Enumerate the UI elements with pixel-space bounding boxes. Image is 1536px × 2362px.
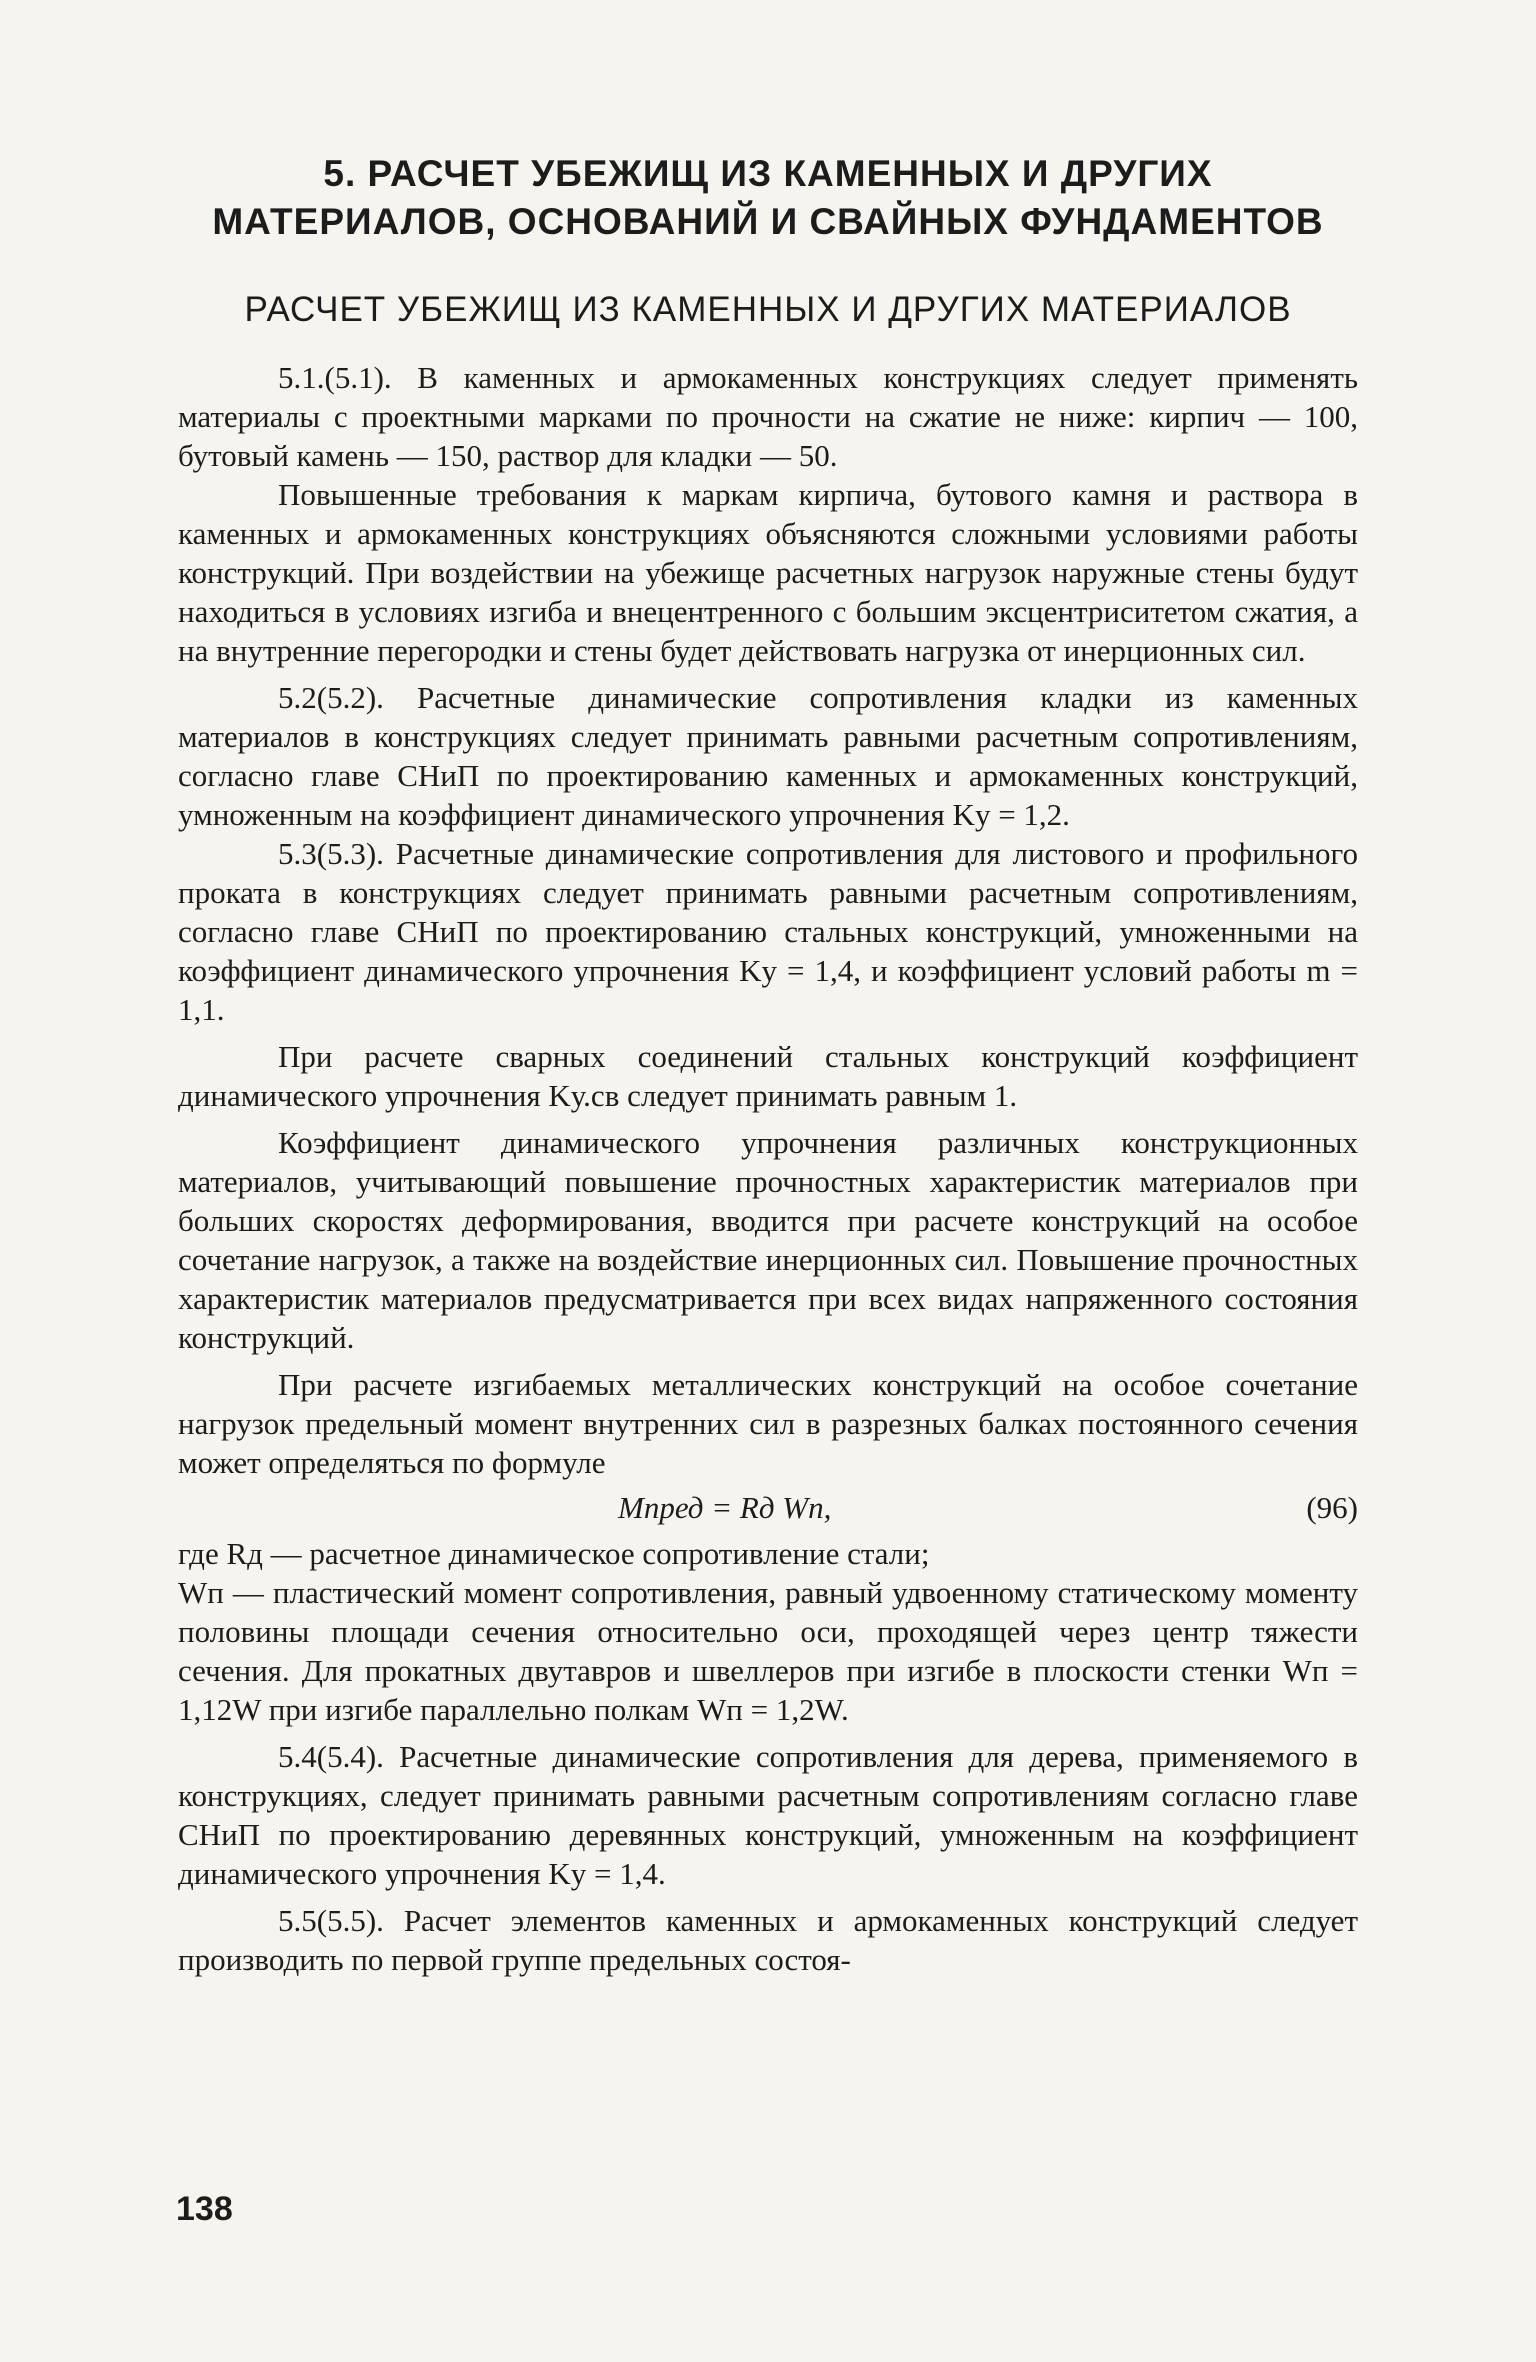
paragraph-explanation-1: Повышенные требования к маркам кирпича, бутового камня и раствора в каменных и армокаменных конструкциях объясняются сложными условиями работы конструкций. При воздействии на убежище расчетных нагрузок наружные стены будут находиться в условиях изгиба и внецентренного с большим эксцентриситетом сжатия, а на внутренние перегородки и стены будет действовать нагрузка от инерционных сил.	[178, 477, 1358, 668]
paragraph-5-3	[178, 834, 1358, 1029]
definition-wp: Wп — пластический момент сопротивления, равный удвоенному статическому моменту половины площади сечения относительно оси, проходящей через центр тяжести сечения. Для прокатных двутавров и швеллеров при изгибе в плоскости стенки Wп = 1,12W при изгибе параллельно полкам Wп = 1,2W.	[178, 1575, 1358, 1727]
paragraph-5-1-text: 5.1.(5.1). В каменных и армокаменных конструкциях следует применять материалы с проектными марками по прочности на сжатие не ниже: кирпич — 100, бутовый камень — 150, раствор для кладки — 50.	[178, 360, 1358, 473]
paragraph-5-1	[178, 358, 1358, 475]
paragraph-5-3-text: 5.3(5.3). Расчетные динамические сопротивления для листового и профильного проката в конструкциях следует принимать равными расчетным сопротивлениям, согласно главе СНиП по проектированию стальных конструкций, умноженными на коэффициент динамического упрочнения Kу = 1,4, и коэффициент условий работы m = 1,1.	[178, 836, 1358, 1027]
paragraph-bending: При расчете изгибаемых металлических конструкций на особое сочетание нагрузок предельный момент внутренних сил в разрезных балках постоянного сечения может определяться по формуле	[178, 1367, 1358, 1480]
paragraph-5-4-text: 5.4(5.4). Расчетные динамические сопротивления для дерева, применяемого в конструкциях, следует принимать равными расчетным сопротивлениям согласно главе СНиП по проектированию деревянных конструкций, умноженным на коэффициент динамического упрочнения Kу = 1,4.	[178, 1739, 1358, 1891]
formula-number: (96)	[1306, 1490, 1358, 1525]
formula-96: Mпред = Rд Wп,	[618, 1490, 832, 1525]
paragraph-5-2	[178, 678, 1358, 834]
page-content	[178, 150, 1358, 1979]
paragraph-welded	[178, 1037, 1358, 1115]
chapter-title: 5. РАСЧЕТ УБЕЖИЩ ИЗ КАМЕННЫХ И ДРУГИХ МАТЕРИАЛОВ, ОСНОВАНИЙ И СВАЙНЫХ ФУНДАМЕНТОВ	[212, 153, 1324, 242]
formula-row	[178, 1482, 1358, 1534]
definition-rd: где Rд — расчетное динамическое сопротивление стали;	[178, 1536, 930, 1571]
paragraph-5-4	[178, 1737, 1358, 1893]
paragraph-explanation-2: Коэффициент динамического упрочнения различных конструкционных материалов, учитывающий повышение прочностных характеристик материалов при больших скоростях деформирования, вводится при расчете конструкций на особое сочетание нагрузок, а также на воздействие инерционных сил. Повышение прочностных характеристик материалов предусматривается при всех видах напряженного состояния конструкций.	[178, 1125, 1358, 1355]
page-number: 138	[176, 2190, 233, 2228]
paragraph-welded-text: При расчете сварных соединений стальных конструкций коэффициент динамического упрочнения Kу.св следует принимать равным 1.	[178, 1039, 1358, 1113]
paragraph-5-5-text: 5.5(5.5). Расчет элементов каменных и армокаменных конструкций следует производить по первой группе предельных состоя-	[178, 1903, 1358, 1977]
paragraph-5-2-text: 5.2(5.2). Расчетные динамические сопротивления кладки из каменных материалов в конструкциях следует принимать равными расчетным сопротивлениям, согласно главе СНиП по проектированию каменных и армокаменных конструкций, умноженным на коэффициент динамического упрочнения Kу = 1,2.	[178, 680, 1358, 832]
paragraph-5-5	[178, 1901, 1358, 1979]
section-title: РАСЧЕТ УБЕЖИЩ ИЗ КАМЕННЫХ И ДРУГИХ МАТЕРИАЛОВ	[244, 290, 1292, 329]
formula-definitions	[178, 1534, 1358, 1729]
